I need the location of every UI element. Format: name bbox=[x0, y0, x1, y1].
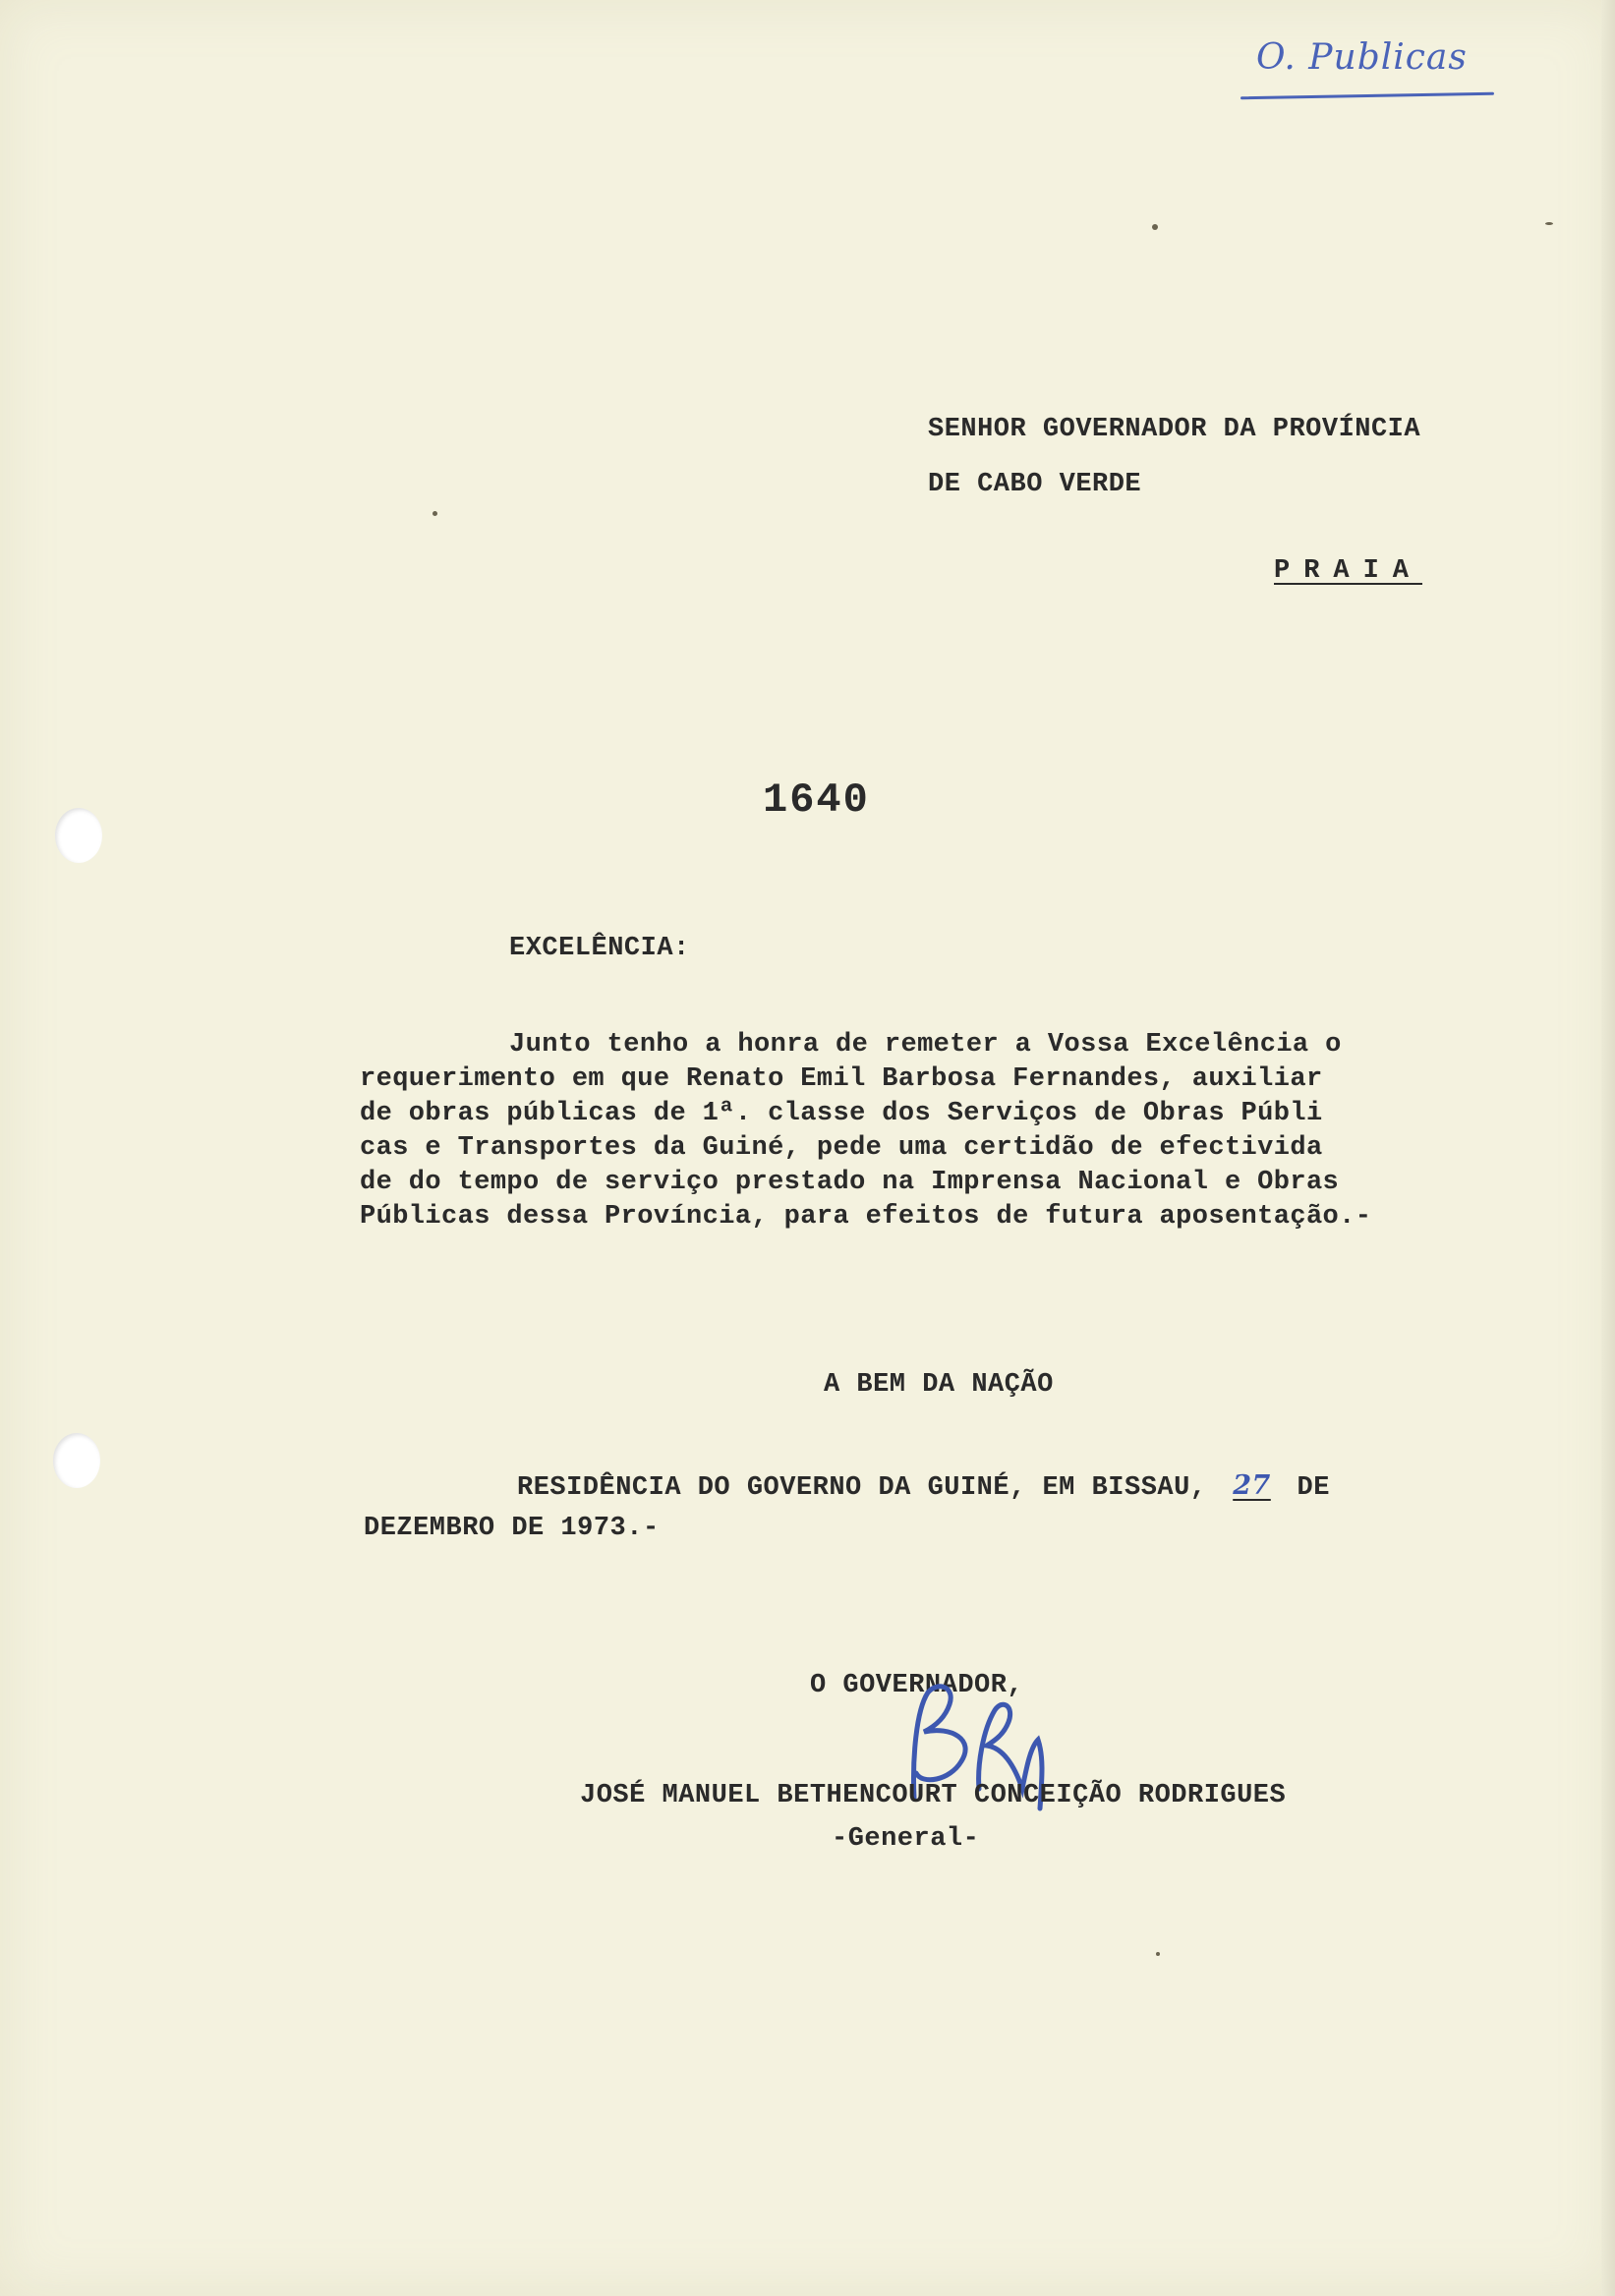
place-date-line-1 bbox=[517, 1470, 1330, 1503]
signatory-rank: -General- bbox=[832, 1824, 980, 1854]
date-day-handwritten: 27 bbox=[1233, 1470, 1271, 1501]
place-date-prefix: RESIDÊNCIA DO GOVERNO DA GUINÉ, EM BISSAU, bbox=[517, 1473, 1207, 1503]
addressee-line-1: SENHOR GOVERNADOR DA PROVÍNCIA bbox=[928, 415, 1421, 444]
handwritten-underline bbox=[1240, 92, 1494, 100]
document-number: 1640 bbox=[763, 776, 870, 824]
paper-speck bbox=[433, 511, 437, 516]
paper-speck bbox=[1156, 1952, 1160, 1956]
body-line: requerimento em que Renato Emil Barbosa Fernandes, auxiliar bbox=[360, 1064, 1323, 1094]
page-edge bbox=[1601, 0, 1615, 2296]
salutation: EXCELÊNCIA: bbox=[509, 934, 690, 963]
body-line: de obras públicas de 1ª. classe dos Serviços de Obras Públi bbox=[360, 1099, 1323, 1128]
punch-hole-top bbox=[55, 808, 102, 863]
paper-speck bbox=[1152, 224, 1158, 230]
body-line: Públicas dessa Província, para efeitos de futura aposentação.- bbox=[360, 1202, 1372, 1232]
closing-formula: A BEM DA NAÇÃO bbox=[824, 1370, 1054, 1400]
handwritten-note: O. Publicas bbox=[1256, 37, 1468, 78]
body-line: Junto tenho a honra de remeter a Vossa Excelência o bbox=[509, 1030, 1342, 1060]
addressee-city: PRAIA bbox=[1274, 556, 1423, 586]
place-date-de: DE bbox=[1297, 1473, 1330, 1503]
signatory-name: JOSÉ MANUEL BETHENCOURT CONCEIÇÃO RODRIGUES bbox=[580, 1781, 1287, 1810]
signatory-role: O GOVERNADOR, bbox=[810, 1671, 1024, 1700]
body-line: de do tempo de serviço prestado na Imprensa Nacional e Obras bbox=[360, 1168, 1340, 1197]
addressee-line-2: DE CABO VERDE bbox=[928, 470, 1142, 499]
place-date-line-2: DEZEMBRO DE 1973.- bbox=[364, 1514, 660, 1543]
body-line: cas e Transportes da Guiné, pede uma certidão de efectivida bbox=[360, 1133, 1323, 1163]
punch-hole-bottom bbox=[53, 1433, 100, 1488]
letter-body bbox=[360, 1028, 1480, 1234]
paper-speck bbox=[1545, 222, 1553, 225]
